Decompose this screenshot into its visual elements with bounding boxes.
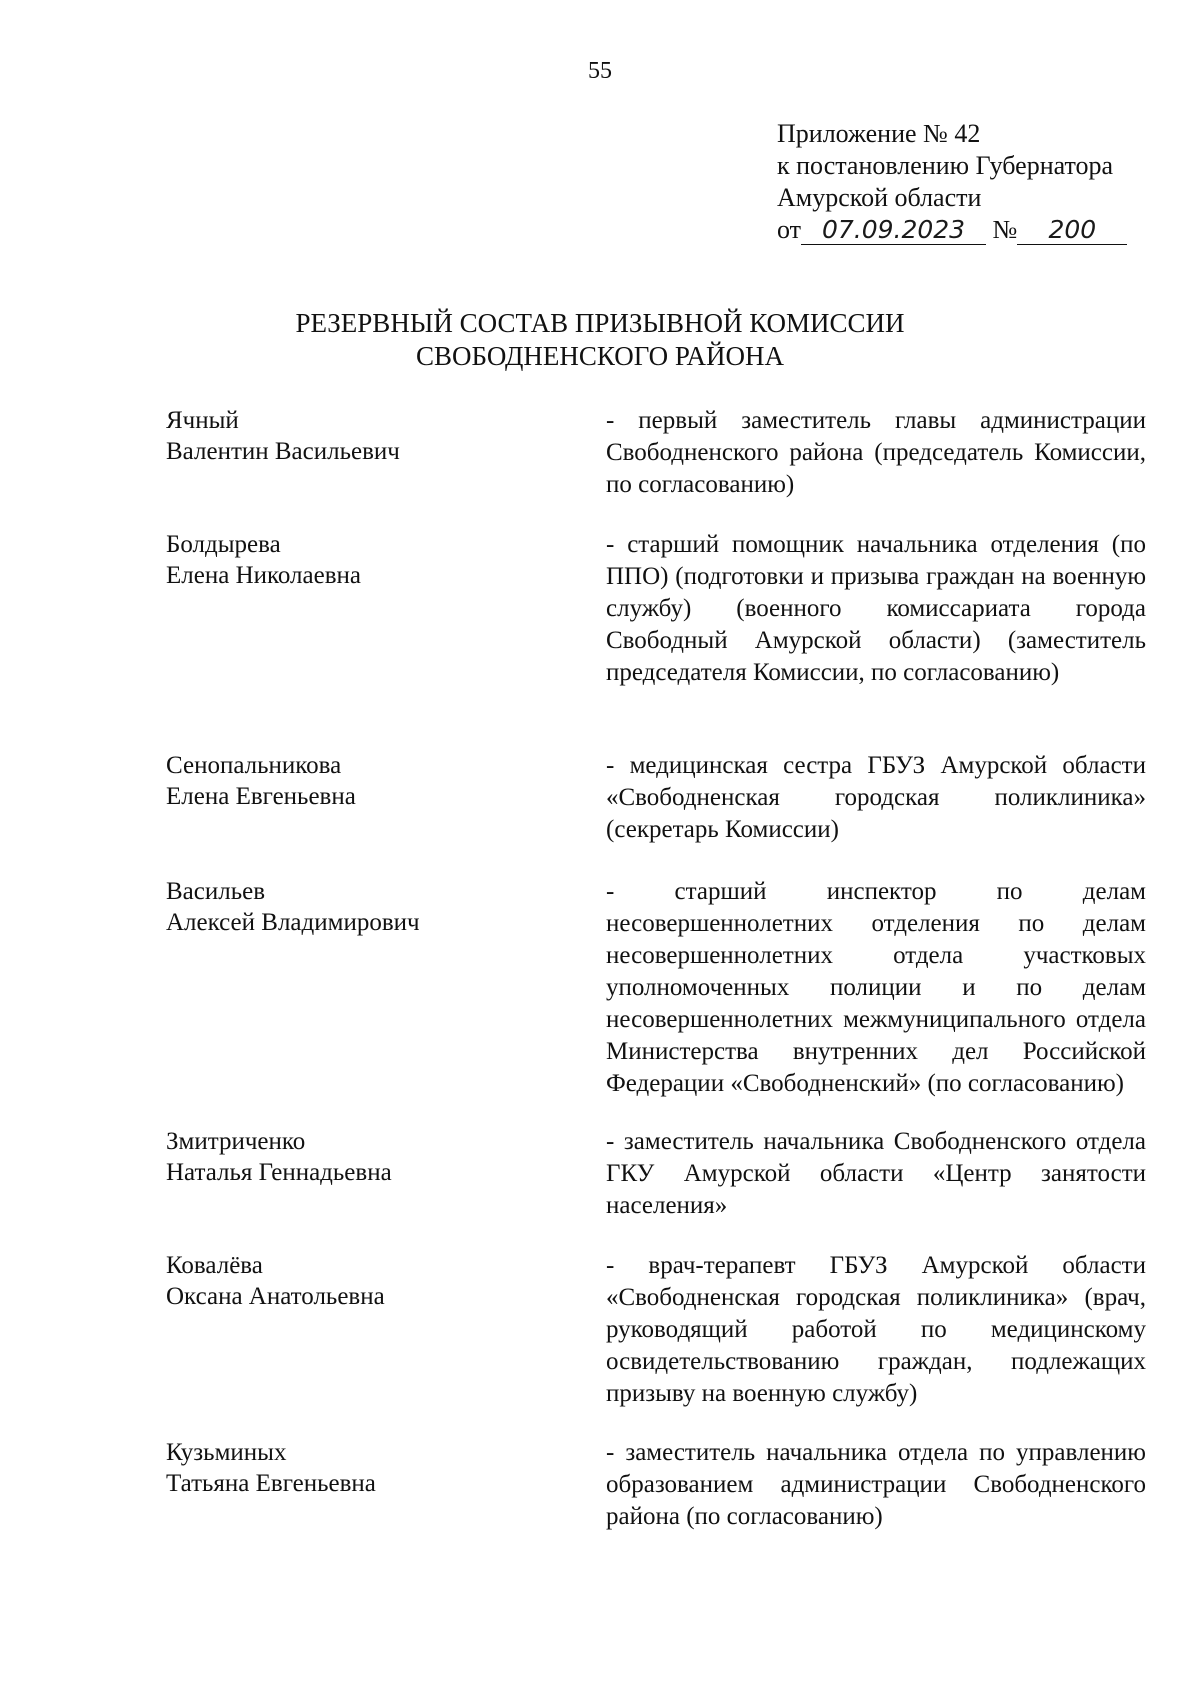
member-surname: Ячный <box>166 407 239 434</box>
member-given-names: Алексей Владимирович <box>166 909 420 936</box>
member-given-names: Наталья Геннадьевна <box>166 1159 392 1186</box>
member-given-names: Валентин Васильевич <box>166 438 400 465</box>
handwritten-number: 200 <box>1017 216 1127 245</box>
member-given-names: Елена Николаевна <box>166 562 361 589</box>
member-role: - медицинская сестра ГБУЗ Амурской области «Свободненская городская поликлиника» (секретарь Комиссии) <box>606 752 1146 843</box>
member-surname: Сенопальникова <box>166 752 342 779</box>
appendix-header <box>777 118 1127 246</box>
member-name <box>166 1126 586 1188</box>
page-number: 55 <box>588 58 612 84</box>
member-surname: Ковалёва <box>166 1252 263 1279</box>
member-name <box>166 750 586 812</box>
member-surname: Болдырева <box>166 531 281 558</box>
member-role: - первый заместитель главы администрации Свободненского района (председатель Комиссии, по согласованию) <box>606 407 1146 498</box>
member-surname: Змитриченко <box>166 1128 306 1155</box>
member-role: - врач-терапевт ГБУЗ Амурской области «Свободненская городская поликлиника» (врач, руководящий работой по медицинскому освидетельствованию граждан, подлежащих призыву на военную службу) <box>606 1252 1146 1407</box>
number-sign: № <box>992 215 1018 244</box>
document-title-line-1: РЕЗЕРВНЫЙ СОСТАВ ПРИЗЫВНОЙ КОМИССИИ <box>295 308 905 338</box>
handwritten-date: 07.09.2023 <box>801 216 986 245</box>
member-given-names: Татьяна Евгеньевна <box>166 1470 376 1497</box>
member-name <box>166 876 586 938</box>
member-role: - старший инспектор по делам несовершеннолетних отделения по делам несовершеннолетних отдела участковых уполномоченных полиции и по делам несовершеннолетних межмуниципального отдела Министерства внутренних дел Российской Федерации «Свободненский» (по согласованию) <box>606 878 1146 1097</box>
member-name <box>166 529 586 591</box>
member-surname: Васильев <box>166 878 266 905</box>
member-given-names: Елена Евгеньевна <box>166 783 356 810</box>
document-title-line-2: СВОБОДНЕНСКОГО РАЙОНА <box>416 341 784 371</box>
appendix-region-line: Амурской области <box>777 183 982 212</box>
from-prefix: от <box>777 215 802 244</box>
appendix-date-line <box>777 214 1127 246</box>
member-given-names: Оксана Анатольевна <box>166 1283 385 1310</box>
appendix-decree-line: к постановлению Губернатора <box>777 151 1114 180</box>
member-role: - заместитель начальника Свободненского отдела ГКУ Амурской области «Центр занятости населения» <box>606 1128 1146 1219</box>
member-name <box>166 405 586 467</box>
member-role: - заместитель начальника отдела по управлению образованием администрации Свободненского района (по согласованию) <box>606 1439 1146 1530</box>
member-surname: Кузьминых <box>166 1439 287 1466</box>
appendix-title: Приложение № 42 <box>777 119 981 148</box>
document-title <box>0 307 1200 373</box>
member-role: - старший помощник начальника отделения (по ППО) (подготовки и призыва граждан на военную службу) (военного комиссариата города Свободный Амурской области) (заместитель председателя Комиссии, по согласованию) <box>606 531 1146 686</box>
member-name <box>166 1437 586 1499</box>
member-name <box>166 1250 586 1312</box>
